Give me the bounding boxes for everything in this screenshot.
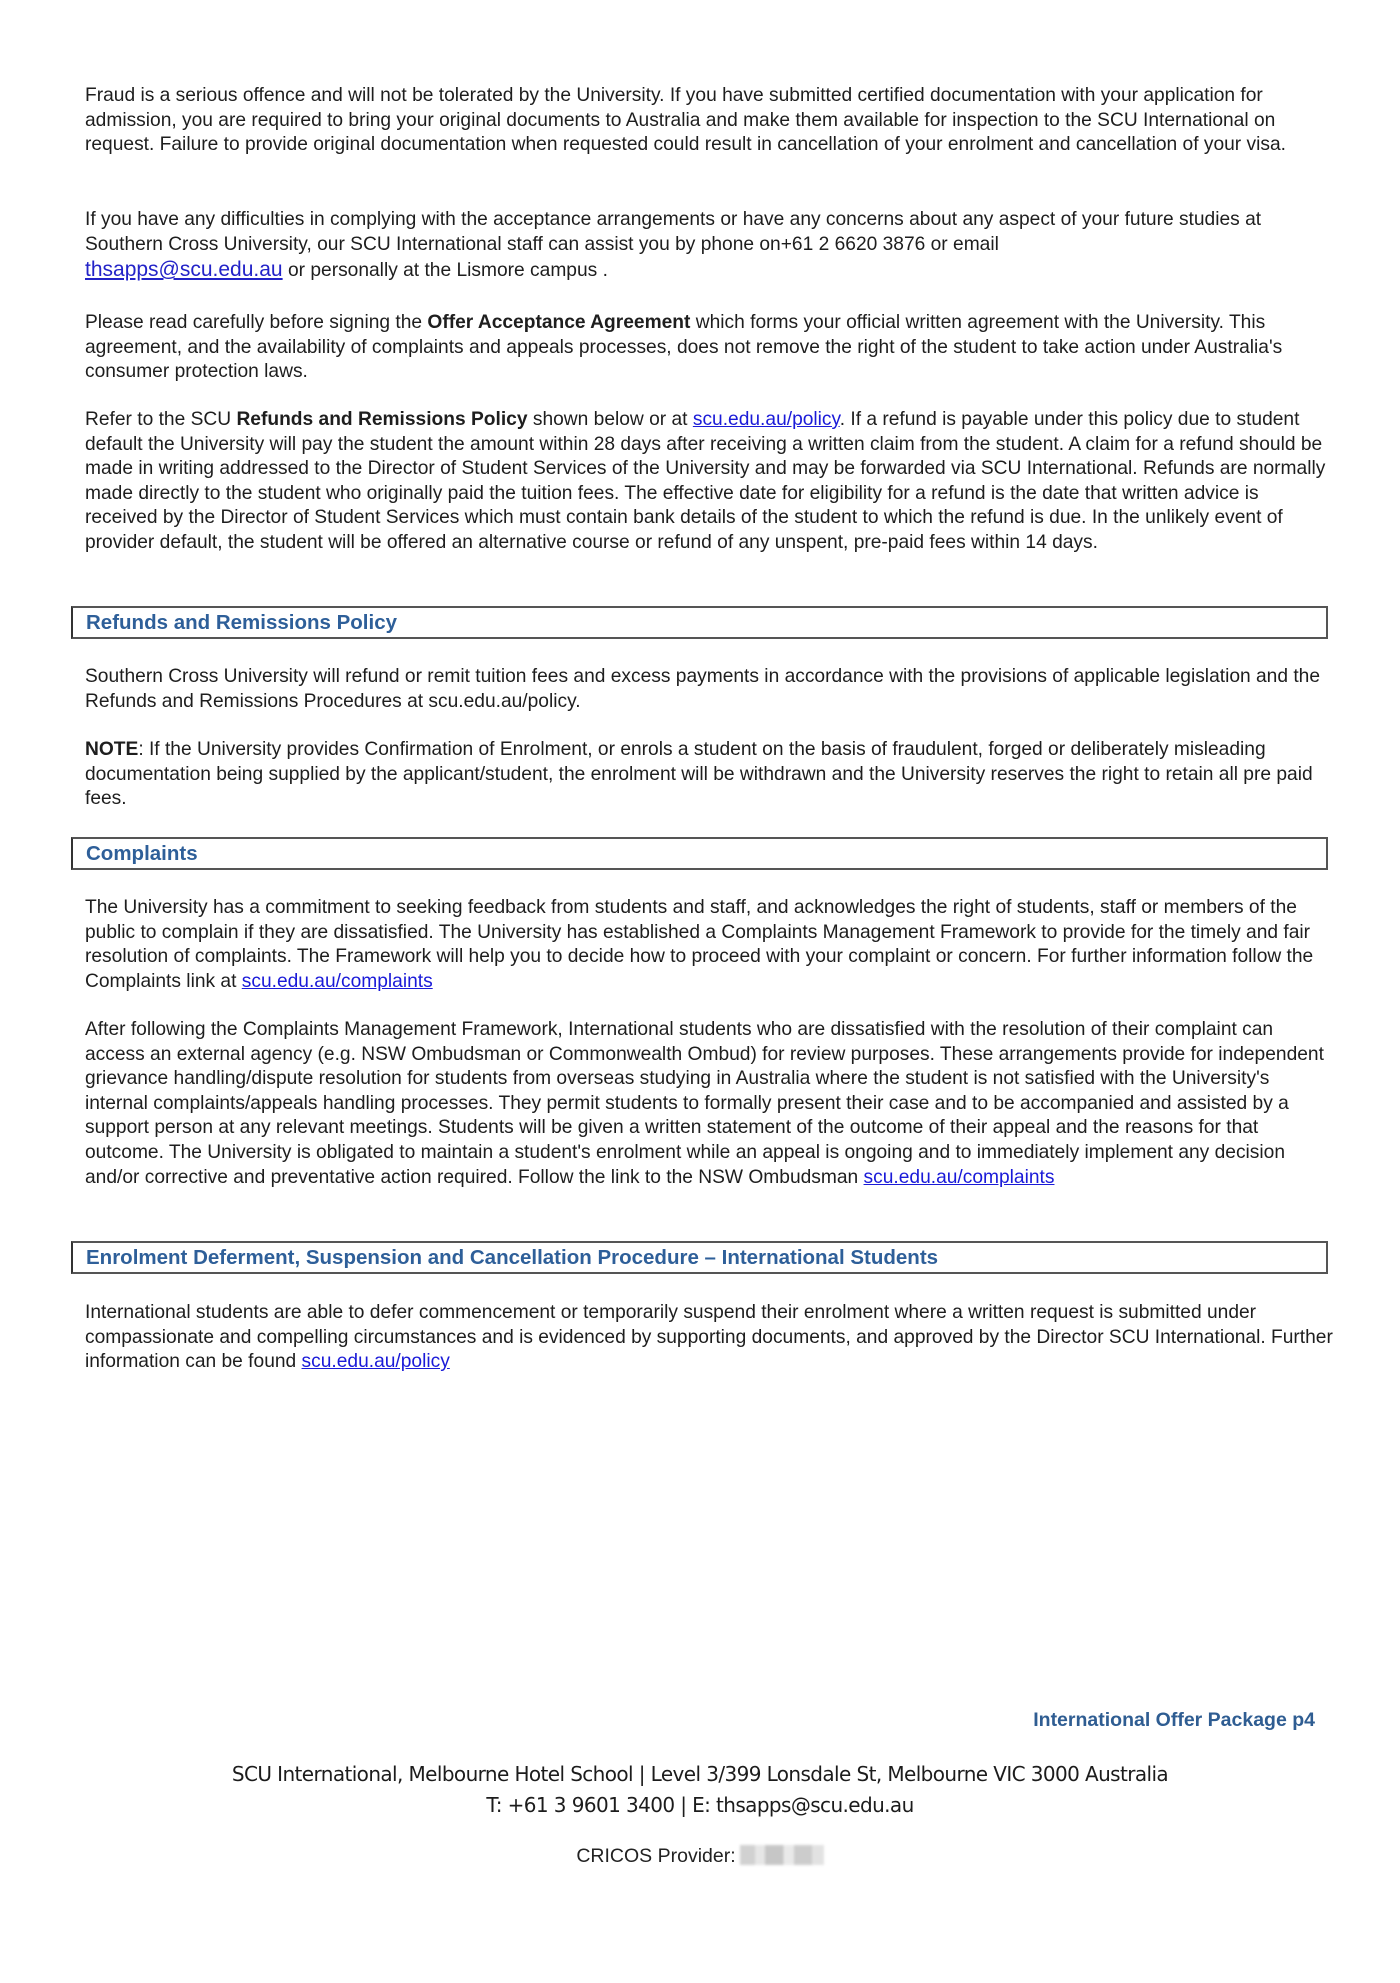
note-paragraph <box>85 738 1335 812</box>
refunds-text-end: . If a refund is payable under this policy due to student default the University will pay the student the amount within 28 days after receiving a written claim from the student. A claim for a refund should be made in writing addressed to the Director of Student Services of the University and may be forwarded via SCU International. Refunds are normally made directly to the student who originally paid the tuition fees. The effective date for eligibility for a refund is the date that written advice is received by the Director of Student Services which must contain bank details of the student to which the refund is due. In the unlikely event of provider default, the student will be offered an alternative course or refund of any unspent, pre-paid fees within 14 days. <box>85 409 1326 553</box>
refunds-section-heading-box <box>71 606 1328 639</box>
refunds-reference-paragraph <box>85 408 1335 556</box>
enrolment-policy-link[interactable]: scu.edu.au/policy <box>301 1351 450 1373</box>
enrolment-paragraph <box>85 1301 1335 1375</box>
agreement-text-start: Please read carefully before signing the <box>85 312 428 333</box>
cricos-provider <box>0 1845 1400 1868</box>
agreement-paragraph <box>85 311 1335 385</box>
difficulties-paragraph <box>85 207 1335 283</box>
refunds-policy-bold: Refunds and Remissions Policy <box>236 409 528 430</box>
difficulties-text-end: or personally at the Lismore campus . <box>282 260 608 281</box>
difficulties-text: If you have any difficulties in complying with the acceptance arrangements or have any concerns about any aspect of your future studies at Southern Cross University, our SCU International staff can assist you by phone on+61 2 6620 3876 or email <box>85 209 1262 255</box>
refunds-text-start: Refer to the SCU <box>85 409 237 430</box>
complaints-section-heading-box <box>71 837 1328 870</box>
enrolment-text: International students are able to defer commencement or temporarily suspend their enrolment where a written request is submitted under compassionate and compelling circumstances and is evidenced by supporting documents, and approved by the Director SCU International. Further information can be found <box>85 1302 1333 1373</box>
complaints-link-2[interactable]: scu.edu.au/complaints <box>863 1166 1055 1188</box>
refunds-text-mid: shown below or at <box>527 409 693 430</box>
note-text: : If the University provides Confirmation of Enrolment, or enrols a student on the basis of fraudulent, forged or deliberately misleading documentation being supplied by the applicant/student, the enrolment will be withdrawn and the University reserves the right to retain all pre paid fees. <box>85 739 1313 810</box>
offer-acceptance-agreement-bold: Offer Acceptance Agreement <box>427 312 691 333</box>
footer-contact: T: +61 3 9601 3400 | E: thsapps@scu.edu.au <box>486 1793 914 1817</box>
fraud-paragraph <box>85 84 1335 158</box>
redacted-cricos-number <box>740 1845 824 1865</box>
complaints-text-2: After following the Complaints Management Framework, International students who are dissatisfied with the resolution of their complaint can access an external agency (e.g. NSW Ombudsman or Commonwealth Ombud) for review purposes. These arrangements provide for independent grievance handling/dispute resolution for students from overseas studying in Australia where the student is not satisfied with the University's internal complaints/appeals handling processes. They permit students to formally present their case and to be accompanied and assisted by a support person at any relevant meetings. Students will be given a written statement of the outcome of their appeal and the reasons for that outcome. The University is obligated to maintain a student's enrolment while an appeal is ongoing and to immediately implement any decision and/or corrective and preventative action required. Follow the link to the NSW Ombudsman <box>85 1019 1324 1188</box>
complaints-section-heading: Complaints <box>86 842 198 865</box>
enrolment-section-heading-box <box>71 1241 1328 1274</box>
agreement-text-end: which forms your official written agreement with the University. This agreement, and the availability of complaints and appeals processes, does not remove the right of the student to take action under Australia's consumer protection laws. <box>85 312 1283 383</box>
complaints-paragraph-1 <box>85 896 1335 994</box>
complaints-text-1: The University has a commitment to seeking feedback from students and staff, and acknowledges the right of students, staff or members of the public to complain if they are dissatisfied. The University has established a Complaints Management Framework to provide for the timely and fair resolution of complaints. The Framework will help you to decide how to proceed with your complaint or concern. For further information follow the Complaints link at <box>85 897 1314 992</box>
footer-address: SCU International, Melbourne Hotel School | Level 3/399 Lonsdale St, Melbourne VIC 3000 Australia <box>231 1762 1169 1786</box>
enrolment-section-heading: Enrolment Deferment, Suspension and Cancellation Procedure – International Students <box>86 1246 939 1269</box>
refunds-paragraph <box>85 665 1335 714</box>
page-footer-tag: International Offer Package p4 <box>1033 1709 1315 1731</box>
cricos-label: CRICOS Provider: <box>576 1845 736 1867</box>
policy-link[interactable]: scu.edu.au/policy <box>692 409 840 430</box>
email-link[interactable]: thsapps@scu.edu.au <box>85 258 283 281</box>
fraud-text: Fraud is a serious offence and will not be tolerated by the University. If you have submitted certified documentation with your application for admission, you are required to bring your original documents to Australia and make them available for inspection to the SCU International on request. Failure to provide original documentation when requested could result in cancellation of your enrolment and cancellation of your visa. <box>85 85 1286 156</box>
note-label: NOTE <box>85 739 139 760</box>
complaints-paragraph-2 <box>85 1018 1335 1190</box>
refunds-section-text: Southern Cross University will refund or remit tuition fees and excess payments in accordance with the provisions of applicable legislation and the Refunds and Remissions Procedures at scu.edu.au/policy. <box>85 666 1321 712</box>
refunds-section-heading: Refunds and Remissions Policy <box>86 611 397 634</box>
complaints-link-1[interactable]: scu.edu.au/complaints <box>241 970 433 992</box>
